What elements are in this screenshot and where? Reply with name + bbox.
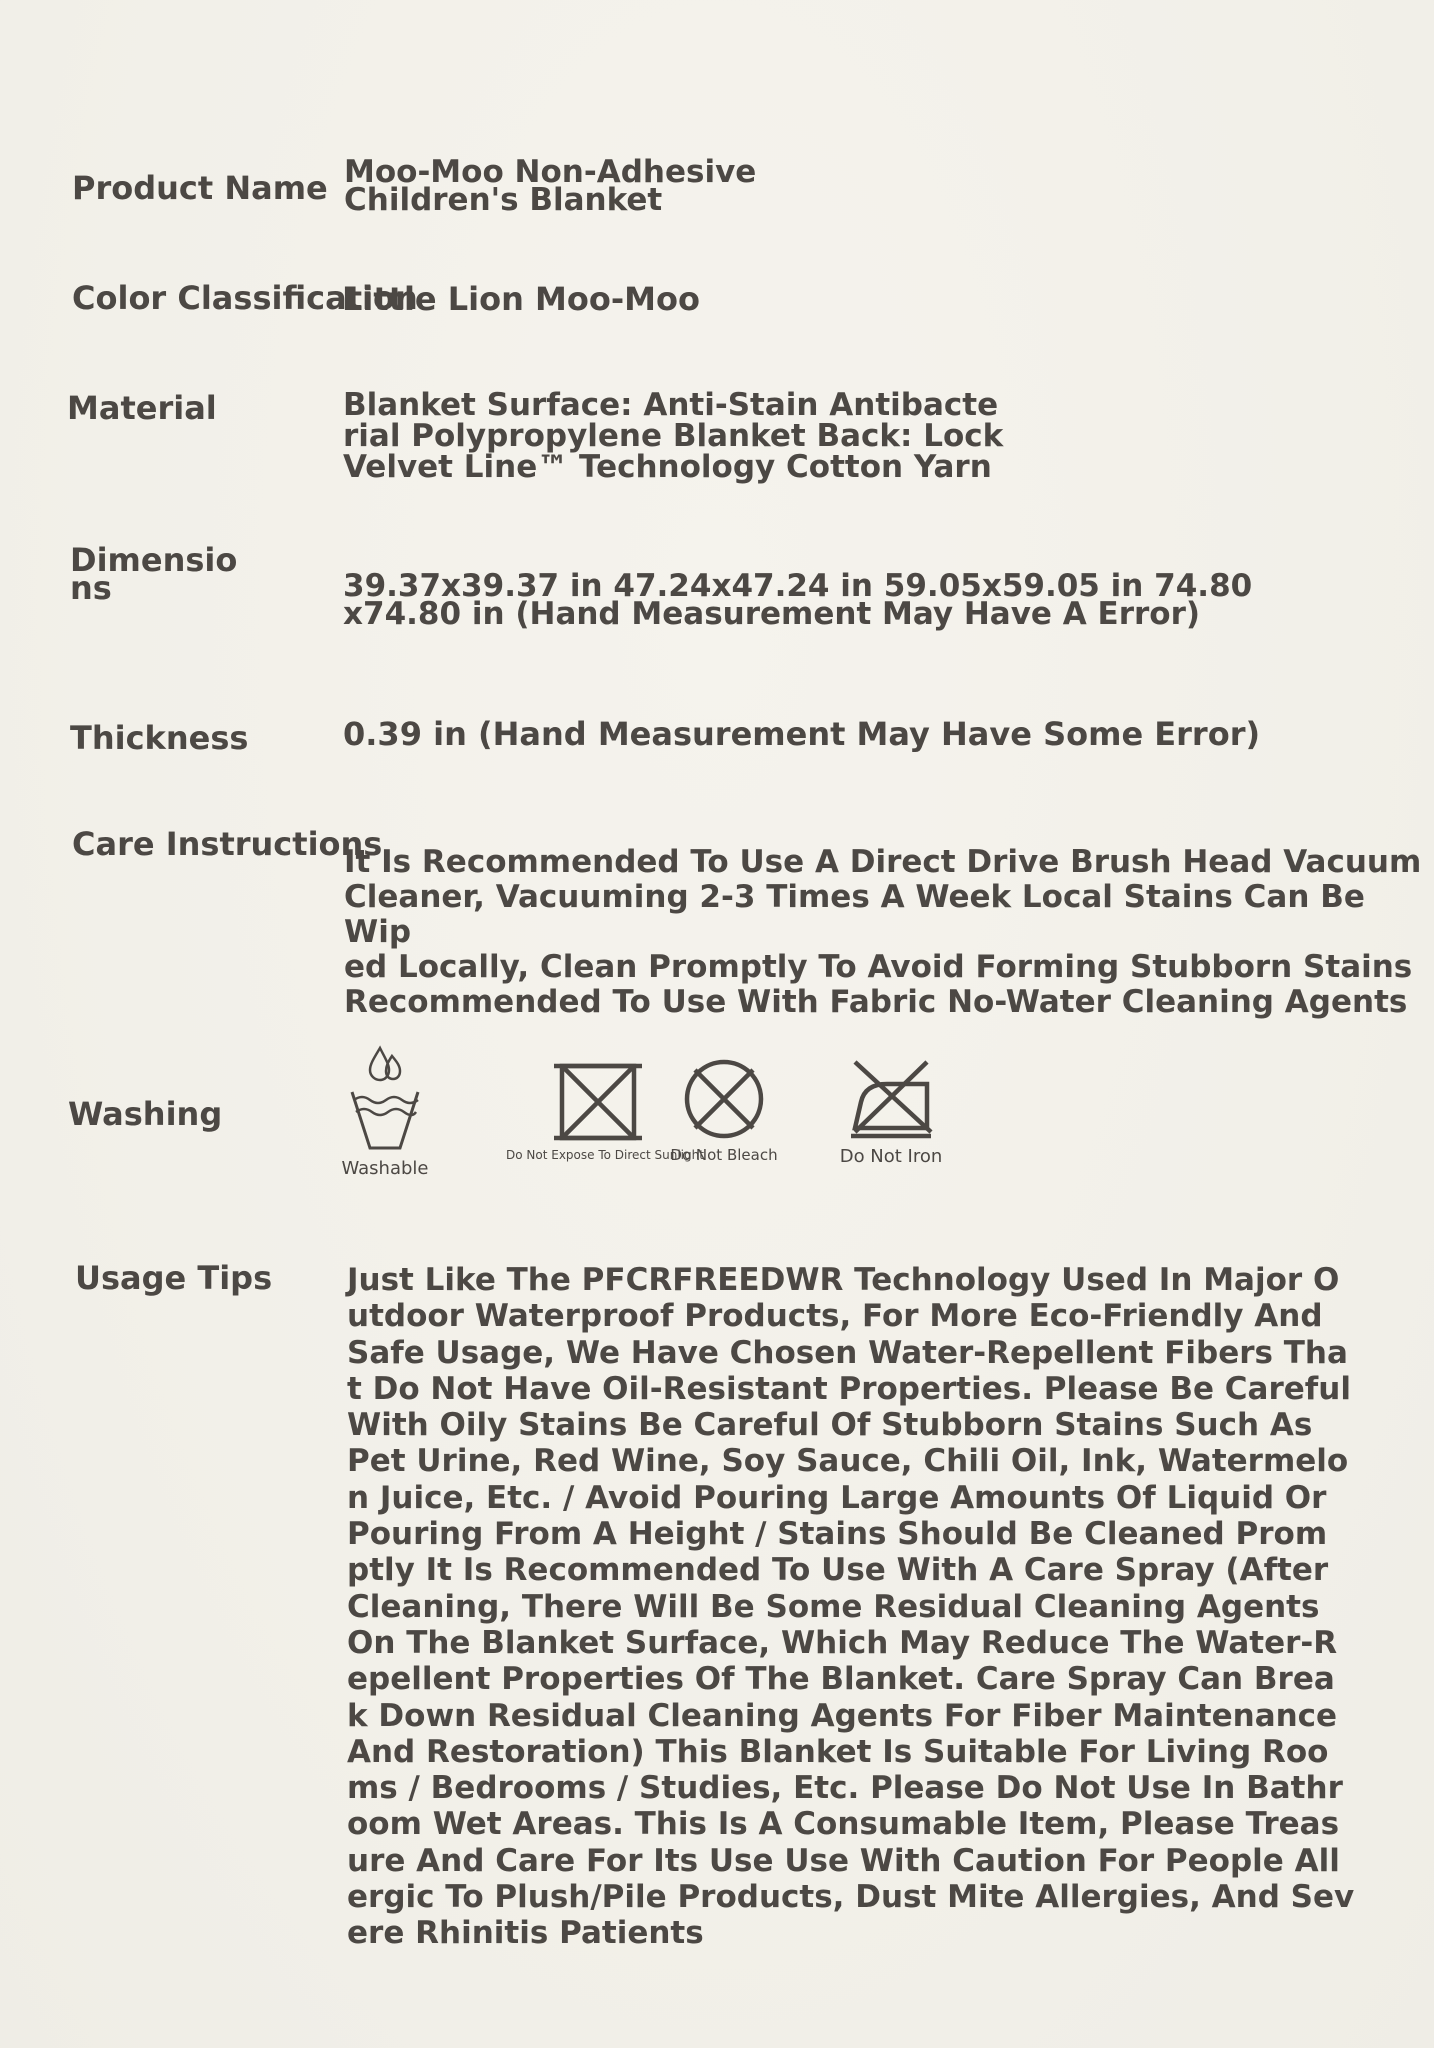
usage-tips-value: Just Like The PFCRFREEDWR Technology Used In Major O utdoor Waterproof Products, For More Eco-Friendly And Safe Usage, We Have Chosen Water-Repellent Fibers Tha t Do Not Have Oil-Resistant Properties. Please Be Careful With Oily Stains Be Careful Of Stubborn Stains Such As Pet Urine, Red Wine, Soy Sauce, Chili Oil, Ink, Watermelo n Juice, Etc. / Avoid Pouring Large Amounts Of Liquid Or Pouring From A Height / Stains Should Be Cleaned Prom ptly It Is Recommended To Use With A Care Spray (After Cleaning, There Will Be Some Residual Cleaning Agents On The Blanket Surface, Which May Reduce The Water-R epellent Properties Of The Blanket. Care Spray Can Brea k Down Residual Cleaning Agents For Fiber Maintenance And Restoration) This Blanket Is Suitable For Living Roo ms / Bedrooms / Studies, Etc. Please Do Not Use In Bathr oom Wet Areas. This Is A Consumable Item, Please Treas ure And Care For Its Use Use With Caution For People All ergic To Plush/Pile Products, Dust Mite Allergies, And Sev ere Rhinitis Patients (347, 1262, 1355, 1952)
washable-caption: Washable (341, 1158, 429, 1179)
product-name-value: Moo-Moo Non-Adhesive Children's Blanket (344, 154, 757, 218)
no-sunlight-caption: Do Not Expose To Direct Sunlight (506, 1148, 704, 1162)
no-sunlight-icon (550, 1060, 646, 1144)
color-classification-label: Color Classification (72, 279, 418, 317)
care-instructions-label: Care Instructions (72, 825, 383, 863)
no-bleach-caption: Do Not Bleach (670, 1146, 778, 1164)
dimensions-value: 39.37x39.37 in 47.24x47.24 in 59.05x59.05 in 74.80 x74.80 in (Hand Measurement May Have A Error) (343, 568, 1253, 632)
washable-symbol (330, 1044, 440, 1179)
washing-label: Washing (68, 1095, 223, 1133)
thickness-value: 0.39 in (Hand Measurement May Have Some Error) (343, 715, 1261, 753)
no-bleach-symbol (670, 1056, 778, 1164)
color-classification-value: Little Lion Moo-Moo (342, 280, 700, 318)
usage-tips-label: Usage Tips (75, 1259, 273, 1297)
thickness-label: Thickness (70, 719, 249, 757)
no-iron-icon (847, 1058, 935, 1142)
material-value: Blanket Surface: Anti-Stain Antibacte rial Polypropylene Blanket Back: Lock Velvet Line™ Technology Cotton Yarn (343, 387, 1004, 485)
no-sunlight-symbol (500, 1060, 704, 1162)
washable-icon (340, 1044, 430, 1154)
product-name-label: Product Name (72, 169, 328, 207)
no-iron-symbol (836, 1058, 946, 1167)
no-iron-caption: Do Not Iron (839, 1146, 943, 1167)
dimensions-label: Dimensio ns (70, 541, 238, 607)
material-label: Material (67, 389, 217, 427)
no-bleach-icon (681, 1056, 767, 1142)
care-instructions-value: It Is Recommended To Use A Direct Drive Brush Head Vacuum Cleaner, Vacuuming 2-3 Times A Week Local Stains Can Be Wip ed Locally, Clean Promptly To Avoid Forming Stubborn Stains Recommended To Use With Fabric No-Water Cleaning Agents (344, 844, 1422, 1020)
